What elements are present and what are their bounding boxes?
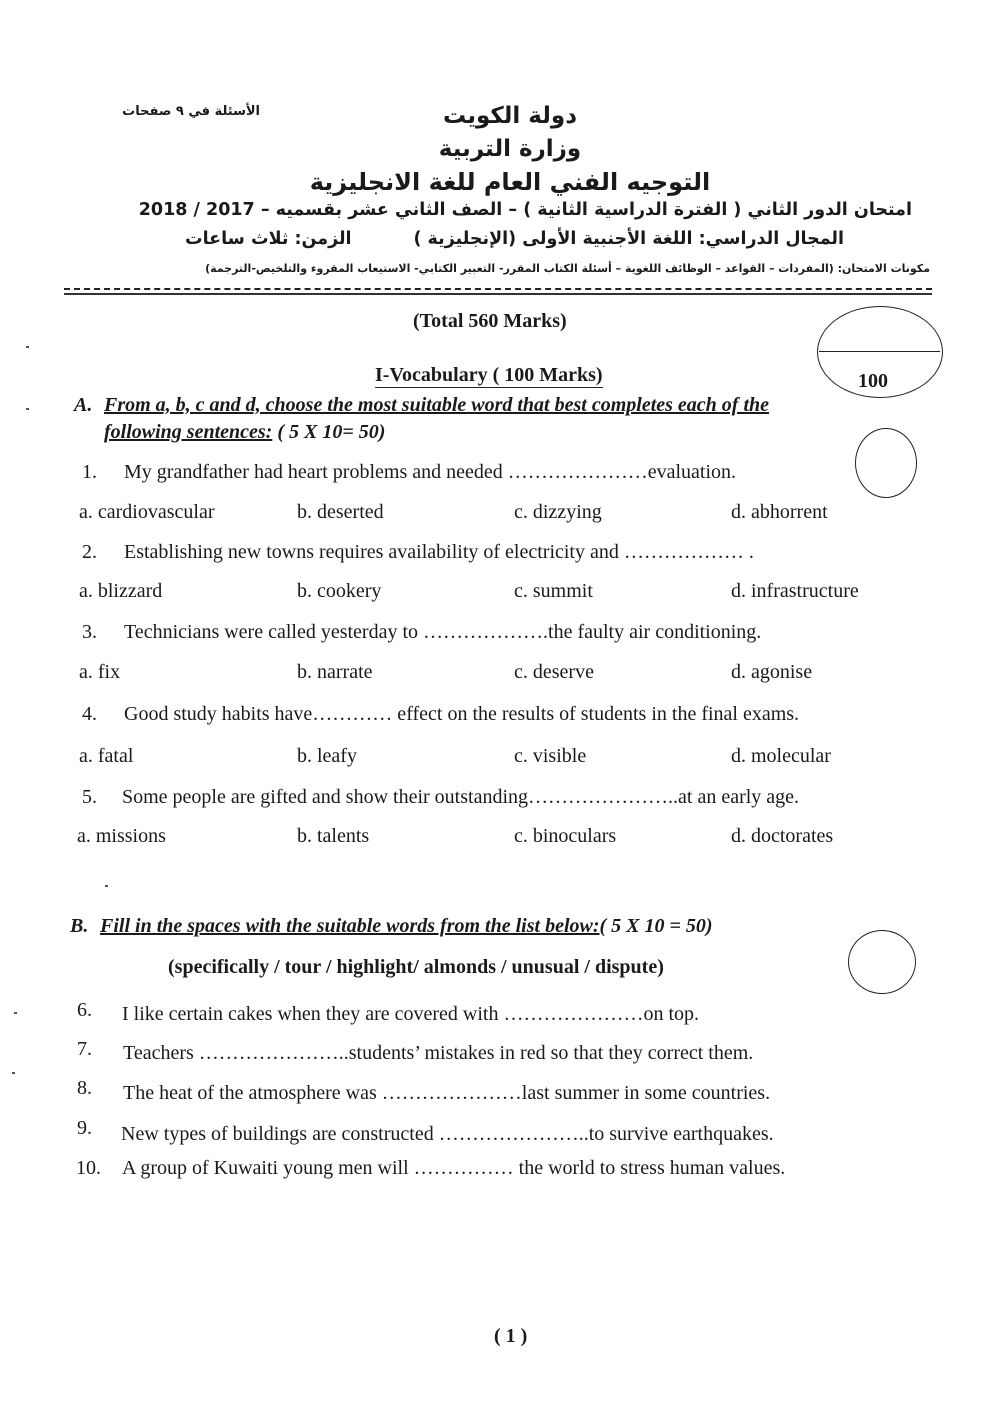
scan-speck (105, 885, 108, 887)
question-number: 2. (82, 541, 97, 563)
word-list: (specifically / tour / highlight/ almonds / unusual / dispute) (168, 956, 664, 978)
question-number: 1. (82, 461, 97, 483)
scan-speck (14, 1012, 17, 1014)
option-a: a. fix (79, 661, 121, 683)
question-number: 8. (77, 1077, 92, 1099)
part-a-instruction-line2-wrap (104, 421, 385, 444)
option-b: b. narrate (297, 661, 373, 683)
scan-speck (26, 346, 29, 348)
score-circle-divider (819, 351, 940, 352)
question-number: 10. (76, 1157, 101, 1179)
header-subject-line: المجال الدراسي: اللغة الأجنبية الأولى (الإنجليزية ) (413, 229, 844, 249)
section-title: I-Vocabulary ( 100 Marks) (375, 364, 603, 386)
option-a: a. fatal (79, 745, 134, 767)
header-time-line: الزمن: ثلاث ساعات (185, 229, 352, 249)
option-d: d. abhorrent (731, 501, 828, 523)
part-a-score-circle (855, 428, 917, 498)
option-c: c. binoculars (514, 825, 617, 847)
part-b-score-circle (848, 930, 916, 994)
option-a: a. blizzard (79, 580, 163, 602)
header-ministry: وزارة التربية (438, 136, 582, 162)
option-d: d. infrastructure (731, 580, 859, 602)
question-number: 6. (77, 999, 92, 1021)
scan-speck (12, 1072, 15, 1074)
part-a-instruction-line1: From a, b, c and d, choose the most suitable word that best completes each of the (104, 394, 769, 416)
question-number: 5. (82, 786, 97, 808)
question-number: 3. (82, 621, 97, 643)
header-divider (64, 288, 932, 295)
option-d: d. agonise (731, 661, 813, 683)
option-b: b. leafy (297, 745, 357, 767)
part-a-instruction-line2: following sentences: (104, 421, 273, 443)
question-text: A group of Kuwaiti young men will …………… the world to stress human values. (122, 1157, 786, 1179)
question-text: Establishing new towns requires availability of electricity and ……………… . (124, 541, 754, 563)
option-b: b. talents (297, 825, 370, 847)
question-text: The heat of the atmosphere was …………………last summer in some countries. (123, 1082, 771, 1104)
part-b-instruction-wrap (100, 915, 713, 938)
total-marks: (Total 560 Marks) (413, 310, 567, 332)
question-text: I like certain cakes when they are covered with …………………on top. (122, 1003, 700, 1025)
question-number: 4. (82, 703, 97, 725)
page-number: ( 1 ) (494, 1325, 528, 1347)
part-b-instruction: Fill in the spaces with the suitable words from the list below: (100, 915, 600, 937)
question-text: My grandfather had heart problems and needed …………………evaluation. (124, 461, 737, 483)
option-d: d. molecular (731, 745, 831, 767)
part-b-letter: B. (70, 915, 89, 937)
question-number: 9. (77, 1117, 92, 1139)
part-a-marks: ( 5 X 10= 50) (277, 421, 386, 443)
question-text: Technicians were called yesterday to ……………….the faulty air conditioning. (124, 621, 762, 643)
option-c: c. summit (514, 580, 593, 602)
scan-speck (26, 408, 29, 410)
question-text: Teachers …………………..students’ mistakes in red so that they correct them. (123, 1042, 754, 1064)
header-exam-line: امتحان الدور الثاني ( الفترة الدراسية الثانية ) – الصف الثاني عشر بقسميه – 2017 / 2018 (138, 200, 912, 220)
header-pages-note: الأسئلة في ٩ صفحات (122, 104, 260, 119)
option-c: c. dizzying (514, 501, 602, 523)
option-d: d. doctorates (731, 825, 834, 847)
header-state: دولة الكويت (443, 103, 577, 129)
question-text: Some people are gifted and show their outstanding…………………..at an early age. (122, 786, 800, 808)
header-components-line: مكونات الامتحان: (المفردات – القواعد – الوظائف اللغوية – أسئلة الكتاب المقرر- التعبير الكتابي- الاستيعاب المقروء والتلخيص-الترجمة) (205, 262, 930, 275)
question-number: 7. (77, 1038, 92, 1060)
option-a: a. cardiovascular (79, 501, 215, 523)
header-department: التوجيه الفني العام للغة الانجليزية (309, 168, 711, 196)
question-text: Good study habits have………… effect on the results of students in the final exams. (124, 703, 800, 725)
option-c: c. deserve (514, 661, 594, 683)
option-b: b. cookery (297, 580, 382, 602)
part-a-letter: A. (74, 394, 93, 416)
question-text: New types of buildings are constructed …………………..to survive earthquakes. (121, 1123, 774, 1145)
option-a: a. missions (77, 825, 166, 847)
option-b: b. deserted (297, 501, 384, 523)
score-mark: 100 (858, 370, 888, 392)
part-b-marks: ( 5 X 10 = 50) (599, 915, 713, 937)
option-c: c. visible (514, 745, 587, 767)
